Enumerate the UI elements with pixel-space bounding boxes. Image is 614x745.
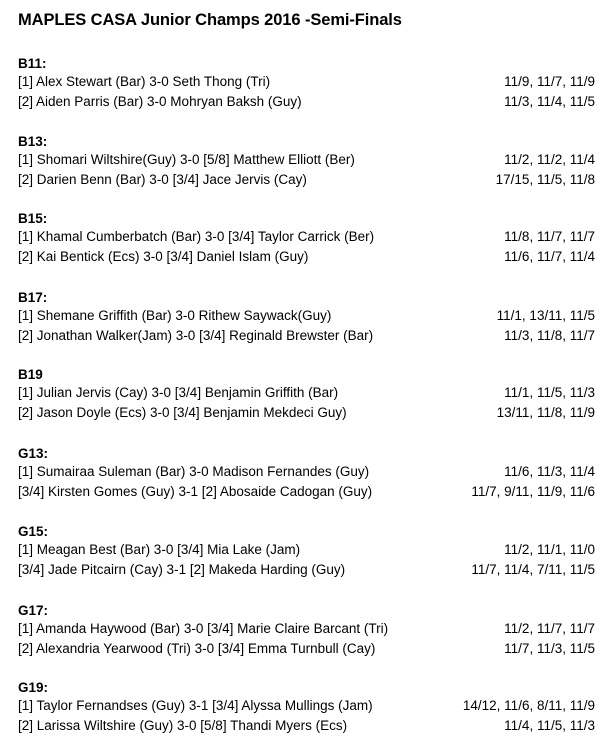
match-scores: 11/6, 11/3, 11/4	[504, 464, 595, 479]
match-scores: 11/1, 11/5, 11/3	[504, 385, 595, 400]
section-label: B19	[18, 367, 43, 382]
section-label: B13:	[18, 134, 48, 149]
match-text: [2] Alexandria Yearwood (Tri) 3-0 [3/4] Emma Turnbull (Cay)	[18, 641, 376, 656]
match-scores: 11/4, 11/5, 11/3	[504, 718, 595, 733]
match-text: [3/4] Kirsten Gomes (Guy) 3-1 [2] Abosaide Cadogan (Guy)	[18, 484, 373, 499]
match-scores: 11/7, 9/11, 11/9, 11/6	[471, 484, 595, 499]
section-label: B17:	[18, 290, 48, 305]
section-label: G17:	[18, 603, 49, 618]
match-text: [1] Alex Stewart (Bar) 3-0 Seth Thong (Tri)	[18, 74, 271, 89]
match-scores: 14/12, 11/6, 8/11, 11/9	[462, 698, 595, 713]
match-text: [1] Sumairaa Suleman (Bar) 3-0 Madison Fernandes (Guy)	[18, 464, 370, 479]
match-text: [2] Larissa Wiltshire (Guy) 3-0 [5/8] Thandi Myers (Ecs)	[18, 718, 348, 733]
match-row	[0, 621, 614, 641]
match-text: [1] Meagan Best (Bar) 3-0 [3/4] Mia Lake (Jam)	[18, 542, 301, 557]
match-text: [2] Darien Benn (Bar) 3-0 [3/4] Jace Jervis (Cay)	[18, 172, 307, 187]
match-scores: 11/2, 11/7, 11/7	[504, 621, 595, 636]
match-text: [2] Aiden Parris (Bar) 3-0 Mohryan Baksh (Guy)	[18, 94, 302, 109]
match-text: [1] Taylor Fernandses (Guy) 3-1 [3/4] Alyssa Mullings (Jam)	[18, 698, 373, 713]
match-scores: 11/3, 11/8, 11/7	[504, 328, 595, 343]
match-text: [2] Jonathan Walker(Jam) 3-0 [3/4] Reginald Brewster (Bar)	[18, 328, 374, 343]
match-row	[0, 328, 614, 348]
match-scores: 11/9, 11/7, 11/9	[504, 74, 595, 89]
match-scores: 11/7, 11/4, 7/11, 11/5	[471, 562, 595, 577]
match-row	[0, 94, 614, 114]
match-row	[0, 385, 614, 405]
match-text: [2] Jason Doyle (Ecs) 3-0 [3/4] Benjamin Mekdeci Guy)	[18, 405, 347, 420]
match-row	[0, 464, 614, 484]
match-row	[0, 718, 614, 738]
match-row	[0, 249, 614, 269]
match-scores: 17/15, 11/5, 11/8	[495, 172, 595, 187]
match-row	[0, 542, 614, 562]
match-row	[0, 74, 614, 94]
match-scores: 13/11, 11/8, 11/9	[496, 405, 595, 420]
match-scores: 11/1, 13/11, 11/5	[496, 308, 595, 323]
match-text: [1] Khamal Cumberbatch (Bar) 3-0 [3/4] Taylor Carrick (Ber)	[18, 229, 375, 244]
match-row	[0, 229, 614, 249]
match-row	[0, 698, 614, 718]
match-scores: 11/7, 11/3, 11/5	[504, 641, 595, 656]
match-scores: 11/2, 11/2, 11/4	[504, 152, 595, 167]
match-scores: 11/8, 11/7, 11/7	[504, 229, 595, 244]
match-row	[0, 152, 614, 172]
match-text: [1] Shemane Griffith (Bar) 3-0 Rithew Saywack(Guy)	[18, 308, 332, 323]
match-row	[0, 641, 614, 661]
section-label: G13:	[18, 446, 49, 461]
match-scores: 11/3, 11/4, 11/5	[504, 94, 595, 109]
match-text: [2] Kai Bentick (Ecs) 3-0 [3/4] Daniel Islam (Guy)	[18, 249, 309, 264]
match-text: [1] Julian Jervis (Cay) 3-0 [3/4] Benjamin Griffith (Bar)	[18, 385, 339, 400]
match-row	[0, 484, 614, 504]
match-scores: 11/6, 11/7, 11/4	[504, 249, 595, 264]
match-row	[0, 172, 614, 192]
match-text: [3/4] Jade Pitcairn (Cay) 3-1 [2] Makeda Harding (Guy)	[18, 562, 346, 577]
section-label: B11:	[18, 56, 47, 71]
section-label: G19:	[18, 680, 49, 695]
match-row	[0, 308, 614, 328]
page-title: MAPLES CASA Junior Champs 2016 -Semi-Finals	[18, 11, 402, 29]
match-scores: 11/2, 11/1, 11/0	[504, 542, 595, 557]
match-row	[0, 405, 614, 425]
match-text: [1] Shomari Wiltshire(Guy) 3-0 [5/8] Matthew Elliott (Ber)	[18, 152, 355, 167]
section-label: G15:	[18, 524, 49, 539]
match-text: [1] Amanda Haywood (Bar) 3-0 [3/4] Marie Claire Barcant (Tri)	[18, 621, 389, 636]
match-row	[0, 562, 614, 582]
section-label: B15:	[18, 211, 48, 226]
